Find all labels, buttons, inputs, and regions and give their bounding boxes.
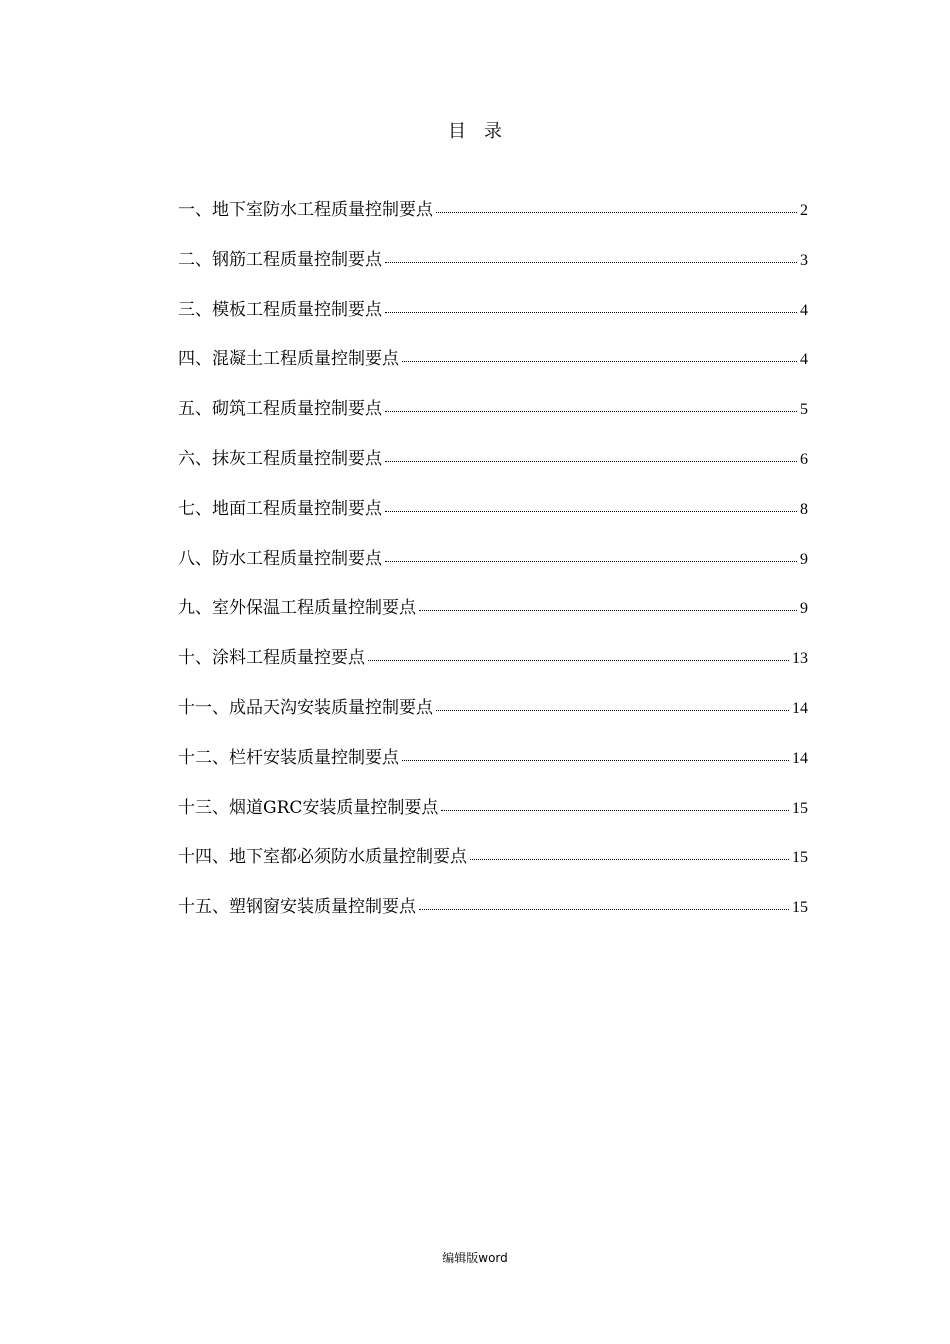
toc-dot-leader (419, 905, 789, 910)
toc-page-number: 4 (800, 351, 808, 369)
page-footer: 编辑版word (442, 1251, 508, 1265)
toc-dot-leader (419, 606, 797, 611)
toc-entry-10[interactable] (178, 646, 808, 696)
toc-entry-7[interactable] (178, 497, 808, 547)
page-title: 目 录 (448, 121, 502, 142)
toc-entry-text: 四、混凝土工程质量控制要点 (178, 349, 399, 370)
toc-dot-leader (385, 507, 797, 512)
toc-page-number: 14 (792, 699, 808, 717)
toc-entry-text: 十四、地下室都必须防水质量控制要点 (178, 847, 467, 868)
toc-page-number: 5 (800, 401, 808, 419)
toc-page-number: 14 (792, 749, 808, 767)
toc-page-number: 15 (792, 849, 808, 867)
toc-page-number: 6 (800, 450, 808, 468)
toc-dot-leader (385, 308, 797, 313)
toc-dot-leader (441, 806, 789, 811)
toc-entry-6[interactable] (178, 447, 808, 497)
toc-dot-leader (402, 357, 797, 362)
toc-entry-text: 十、涂料工程质量控要点 (178, 648, 365, 669)
toc-entry-14[interactable] (178, 845, 808, 895)
toc-page-number: 13 (792, 650, 808, 668)
toc-entry-text: 一、地下室防水工程质量控制要点 (178, 200, 433, 220)
toc-page-number: 9 (800, 550, 808, 568)
toc-entry-text: 七、地面工程质量控制要点 (178, 498, 382, 519)
toc-entry-text: 十二、栏杆安装质量控制要点 (178, 747, 399, 768)
toc-page-number: 4 (800, 301, 808, 319)
toc-entry-1[interactable] (178, 198, 808, 248)
toc-dot-leader (436, 706, 789, 711)
toc-page-number: 8 (800, 500, 808, 518)
toc-entry-text: 八、防水工程质量控制要点 (178, 548, 382, 569)
toc-dot-leader (385, 457, 797, 462)
toc-entry-text: 二、钢筋工程质量控制要点 (178, 249, 382, 270)
toc-entry-4[interactable] (178, 347, 808, 397)
table-of-contents (178, 198, 808, 945)
toc-entry-12[interactable] (178, 746, 808, 796)
toc-entry-13[interactable] (178, 796, 808, 846)
toc-dot-leader (470, 855, 789, 860)
toc-entry-text: 十三、烟道GRC安装质量控制要点 (178, 797, 439, 818)
toc-entry-2[interactable] (178, 248, 808, 298)
toc-entry-5[interactable] (178, 397, 808, 447)
toc-dot-leader (368, 656, 789, 661)
toc-page-number: 9 (800, 600, 808, 618)
toc-page-number: 15 (792, 899, 808, 917)
toc-dot-leader (402, 756, 789, 761)
toc-page-number: 3 (800, 251, 808, 269)
toc-dot-leader (385, 407, 797, 412)
toc-dot-leader (385, 258, 797, 263)
toc-entry-text: 九、室外保温工程质量控制要点 (178, 598, 416, 619)
toc-entry-text: 五、砌筑工程质量控制要点 (178, 399, 382, 420)
toc-page-number: 15 (792, 799, 808, 817)
toc-entry-3[interactable] (178, 298, 808, 348)
toc-dot-leader (385, 557, 797, 562)
toc-entry-text: 六、抹灰工程质量控制要点 (178, 448, 382, 469)
toc-entry-11[interactable] (178, 696, 808, 746)
toc-page-number: 2 (800, 202, 808, 219)
toc-entry-15[interactable] (178, 895, 808, 945)
toc-entry-9[interactable] (178, 596, 808, 646)
toc-entry-text: 十一、成品天沟安装质量控制要点 (178, 697, 433, 718)
toc-dot-leader (436, 208, 797, 213)
toc-entry-text: 十五、塑钢窗安装质量控制要点 (178, 897, 416, 918)
toc-entry-text: 三、模板工程质量控制要点 (178, 299, 382, 320)
toc-entry-8[interactable] (178, 547, 808, 597)
